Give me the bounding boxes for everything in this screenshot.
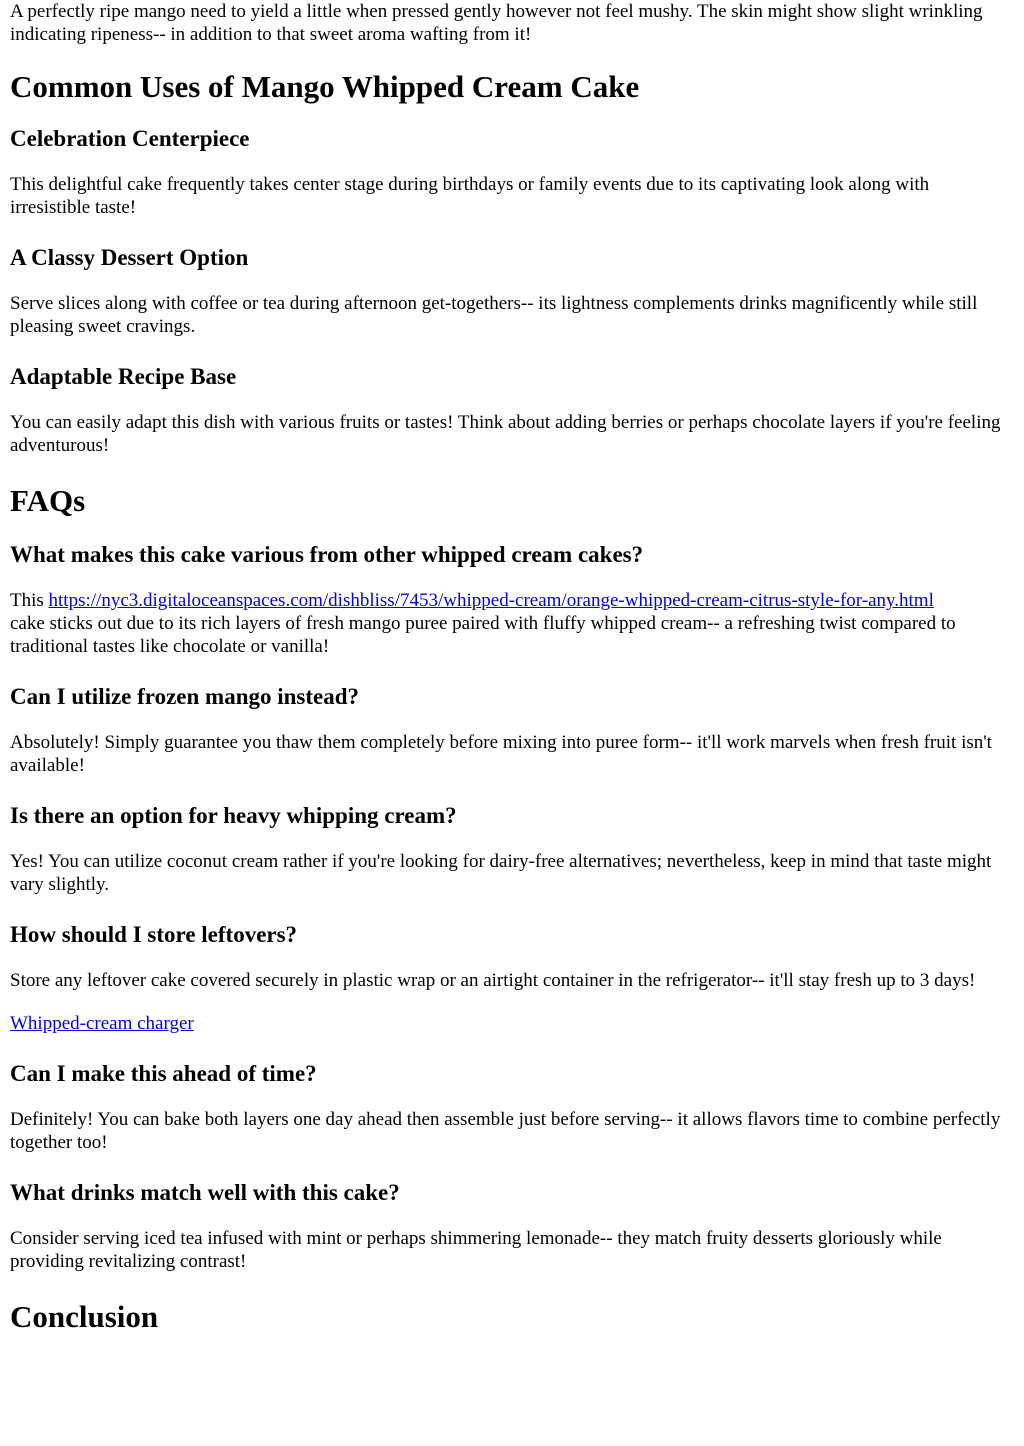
faq-answer-2: Absolutely! Simply guarantee you thaw them completely before mixing into puree form-- it'll work marvels when fresh fruit isn't available! bbox=[10, 732, 992, 776]
faq-question-5: Can I make this ahead of time? bbox=[10, 1061, 317, 1086]
faqs-heading: FAQs bbox=[10, 483, 86, 518]
conclusion-heading: Conclusion bbox=[10, 1299, 159, 1334]
faq-answer-3: Yes! You can utilize coconut cream rather if you're looking for dairy-free alternatives; nevertheless, keep in mind that taste might vary slightly. bbox=[10, 851, 992, 895]
use-text-adaptable: You can easily adapt this dish with various fruits or tastes! Think about adding berries or perhaps chocolate layers if you're feeling adventurous! bbox=[10, 412, 1001, 456]
use-title-classy-dessert: A Classy Dessert Option bbox=[10, 245, 249, 270]
faq-question-4: How should I store leftovers? bbox=[10, 922, 298, 947]
faq-answer-1 bbox=[10, 589, 1014, 658]
faq-question-2: Can I utilize frozen mango instead? bbox=[10, 684, 360, 709]
faq-answer-5: Definitely! You can bake both layers one day ahead then assemble just before serving-- it allows flavors time to combine perfectly together too! bbox=[10, 1109, 1001, 1153]
faq-question-1: What makes this cake various from other whipped cream cakes? bbox=[10, 542, 644, 567]
faq-answer-1-suffix: cake sticks out due to its rich layers of fresh mango puree paired with fluffy whipped cream-- a refreshing twist compared to traditional tastes like chocolate or vanilla! bbox=[10, 613, 956, 657]
faq-question-3: Is there an option for heavy whipping cream? bbox=[10, 803, 457, 828]
uses-heading: Common Uses of Mango Whipped Cream Cake bbox=[10, 69, 640, 104]
use-title-adaptable: Adaptable Recipe Base bbox=[10, 364, 237, 389]
faq-question-6: What drinks match well with this cake? bbox=[10, 1180, 400, 1205]
use-text-classy-dessert: Serve slices along with coffee or tea during afternoon get-togethers-- its lightness complements drinks magnificently while still pleasing sweet cravings. bbox=[10, 293, 978, 337]
use-text-celebration: This delightful cake frequently takes center stage during birthdays or family events due to its captivating look along with irresistible taste! bbox=[10, 174, 930, 218]
whipped-cream-charger-link[interactable]: Whipped-cream charger bbox=[10, 1013, 194, 1034]
faq-answer-1-prefix: This bbox=[10, 590, 49, 611]
faq-answer-4: Store any leftover cake covered securely in plastic wrap or an airtight container in the refrigerator-- it'll stay fresh up to 3 days! bbox=[10, 970, 976, 991]
faq-answer-6: Consider serving iced tea infused with mint or perhaps shimmering lemonade-- they match fruity desserts gloriously while providing revitalizing contrast! bbox=[10, 1228, 942, 1272]
whipped-cream-charger-paragraph bbox=[10, 1012, 1014, 1035]
intro-paragraph: A perfectly ripe mango need to yield a little when pressed gently however not feel mushy. The skin might show slight wrinkling indicating ripeness-- in addition to that sweet aroma wafting from it! bbox=[10, 1, 983, 45]
faq-answer-1-link[interactable]: https://nyc3.digitaloceanspaces.com/dishbliss/7453/whipped-cream/orange-whipped-cream-citrus-style-for-any.html bbox=[48, 590, 934, 611]
use-title-celebration: Celebration Centerpiece bbox=[10, 126, 250, 151]
